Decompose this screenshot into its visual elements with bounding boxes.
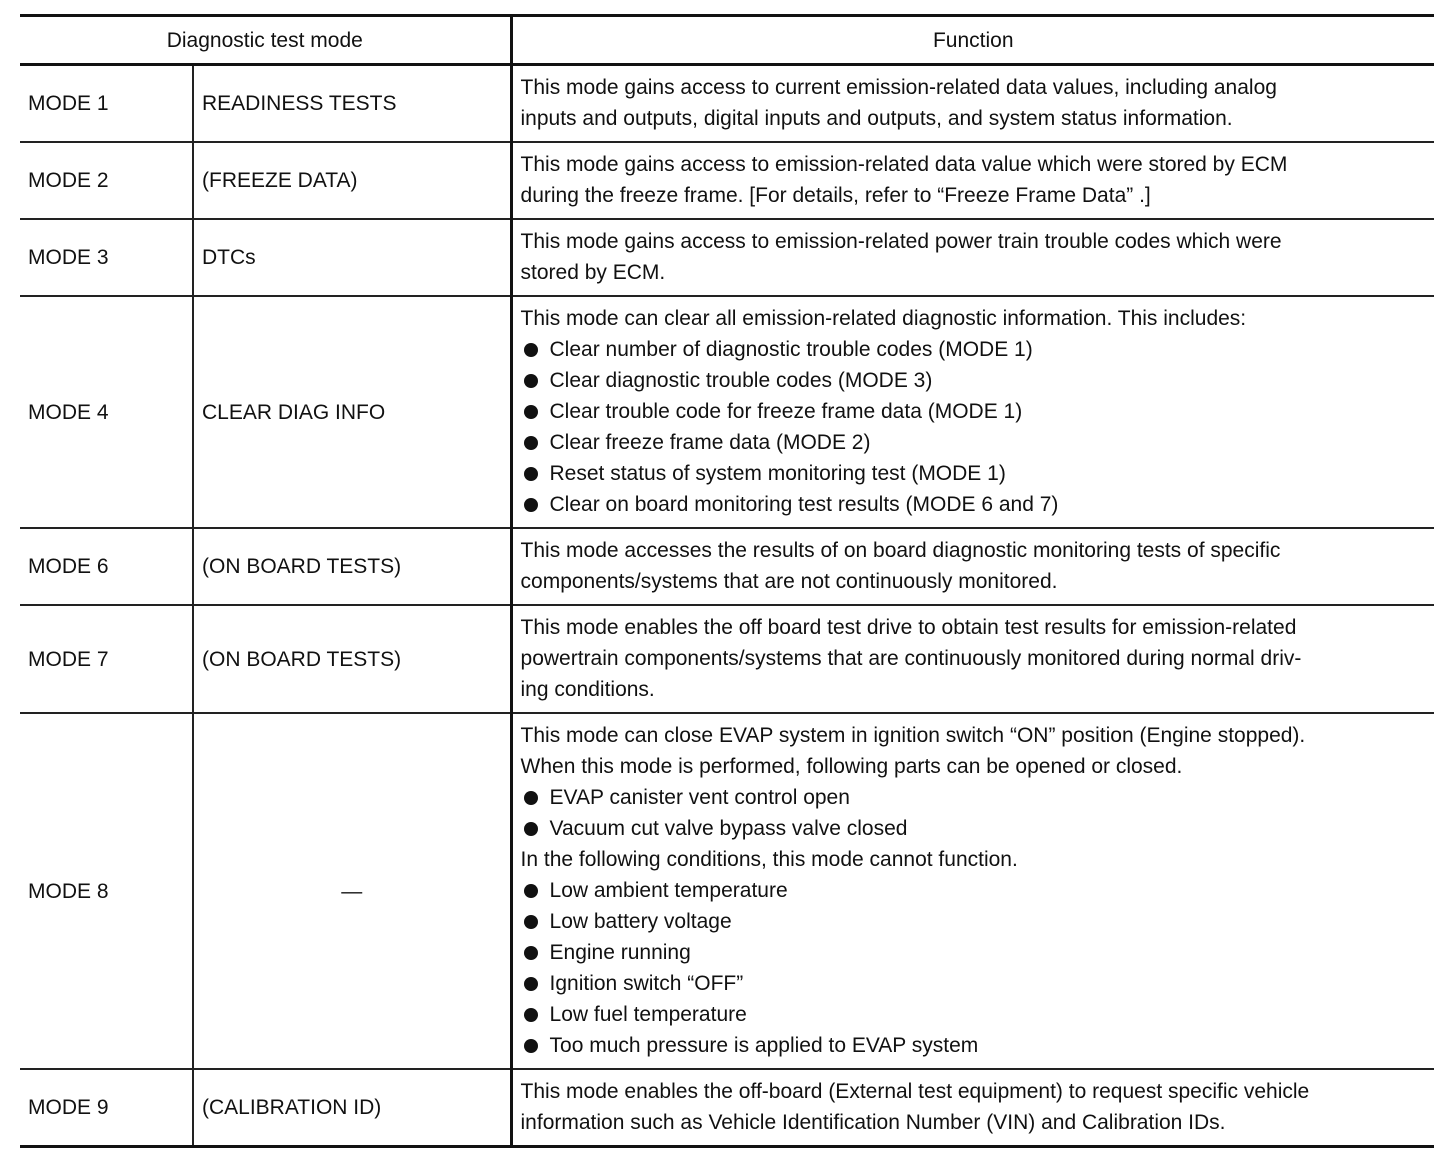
table-row (20, 713, 1434, 1069)
function-text-line: This mode gains access to emission-related power train trouble codes which were (520, 230, 1282, 253)
table-row (20, 605, 1434, 713)
function-bullet-item: EVAP canister vent control open (521, 782, 1427, 813)
mode-cell: MODE 4 (20, 296, 193, 528)
function-text-line: This mode can close EVAP system in ignition switch “ON” position (Engine stopped). (520, 724, 1306, 747)
function-cell (511, 219, 1434, 296)
function-cell (511, 65, 1434, 143)
mode-cell: MODE 3 (20, 219, 193, 296)
function-text-line: When this mode is performed, following parts can be opened or closed. (520, 755, 1183, 778)
function-text-line: components/systems that are not continuously monitored. (520, 570, 1058, 593)
function-bullet-item: Low battery voltage (521, 906, 1427, 937)
mode-name-cell: (ON BOARD TESTS) (193, 605, 511, 713)
mode-cell: MODE 7 (20, 605, 193, 713)
mode-cell: MODE 1 (20, 65, 193, 143)
function-text-line: during the freeze frame. [For details, refer to “Freeze Frame Data” .] (520, 184, 1151, 207)
table-row (20, 1069, 1434, 1147)
function-text-line: This mode gains access to emission-related data value which were stored by ECM (520, 153, 1288, 176)
mode-cell: MODE 2 (20, 142, 193, 219)
table-row (20, 296, 1434, 528)
function-text-line: stored by ECM. (520, 261, 666, 284)
function-cell (511, 1069, 1434, 1147)
mode-name-cell: DTCs (193, 219, 511, 296)
function-text-line: This mode gains access to current emission-related data values, including analog (520, 76, 1277, 99)
table-body (20, 65, 1434, 1147)
function-text-line: information such as Vehicle Identification Number (VIN) and Calibration IDs. (520, 1111, 1226, 1134)
mode-name-cell: (ON BOARD TESTS) (193, 528, 511, 605)
mode-name-cell: READINESS TESTS (193, 65, 511, 143)
function-bullet-item: Engine running (521, 937, 1427, 968)
function-text-line: powertrain components/systems that are continuously monitored during normal driv- (520, 647, 1302, 670)
function-bullet-item: Clear number of diagnostic trouble codes (MODE 1) (521, 334, 1427, 365)
mode-name-cell: (CALIBRATION ID) (193, 1069, 511, 1147)
mode-cell: MODE 6 (20, 528, 193, 605)
function-text-line: In the following conditions, this mode cannot function. (520, 848, 1018, 871)
function-cell (511, 713, 1434, 1069)
function-cell (511, 528, 1434, 605)
mode-name-cell: (FREEZE DATA) (193, 142, 511, 219)
function-text-line: This mode accesses the results of on board diagnostic monitoring tests of specific (520, 539, 1281, 562)
function-bullet-item: Vacuum cut valve bypass valve closed (521, 813, 1427, 844)
mode-cell: MODE 9 (20, 1069, 193, 1147)
diagnostic-mode-table (20, 14, 1434, 1148)
function-bullet-item: Too much pressure is applied to EVAP system (521, 1030, 1427, 1061)
mode-name-cell: CLEAR DIAG INFO (193, 296, 511, 528)
table-row (20, 528, 1434, 605)
function-bullet-item: Clear trouble code for freeze frame data (MODE 1) (521, 396, 1427, 427)
mode-cell: MODE 8 (20, 713, 193, 1069)
table-row (20, 65, 1434, 143)
mode-name-cell: — (193, 713, 511, 1069)
function-bullet-item: Clear freeze frame data (MODE 2) (521, 427, 1427, 458)
function-text-line: This mode can clear all emission-related diagnostic information. This includes: (520, 307, 1247, 330)
function-bullet-item: Reset status of system monitoring test (MODE 1) (521, 458, 1427, 489)
column-header-function: Function (511, 16, 1434, 65)
function-text-line: inputs and outputs, digital inputs and outputs, and system status information. (520, 107, 1233, 130)
function-cell (511, 142, 1434, 219)
function-bullet-item: Clear on board monitoring test results (MODE 6 and 7) (521, 489, 1427, 520)
table-row (20, 142, 1434, 219)
function-bullet-item: Low fuel temperature (521, 999, 1427, 1030)
function-text-line: This mode enables the off board test drive to obtain test results for emission-related (520, 616, 1297, 639)
table-header-row (20, 16, 1434, 65)
function-bullet-item: Clear diagnostic trouble codes (MODE 3) (521, 365, 1427, 396)
function-text-line: This mode enables the off-board (External test equipment) to request specific vehicle (520, 1080, 1310, 1103)
function-text-line: ing conditions. (520, 678, 655, 701)
table-row (20, 219, 1434, 296)
function-bullet-item: Low ambient temperature (521, 875, 1427, 906)
function-cell (511, 605, 1434, 713)
function-cell (511, 296, 1434, 528)
column-header-diagnostic-test-mode: Diagnostic test mode (20, 16, 511, 65)
function-bullet-item: Ignition switch “OFF” (521, 968, 1427, 999)
